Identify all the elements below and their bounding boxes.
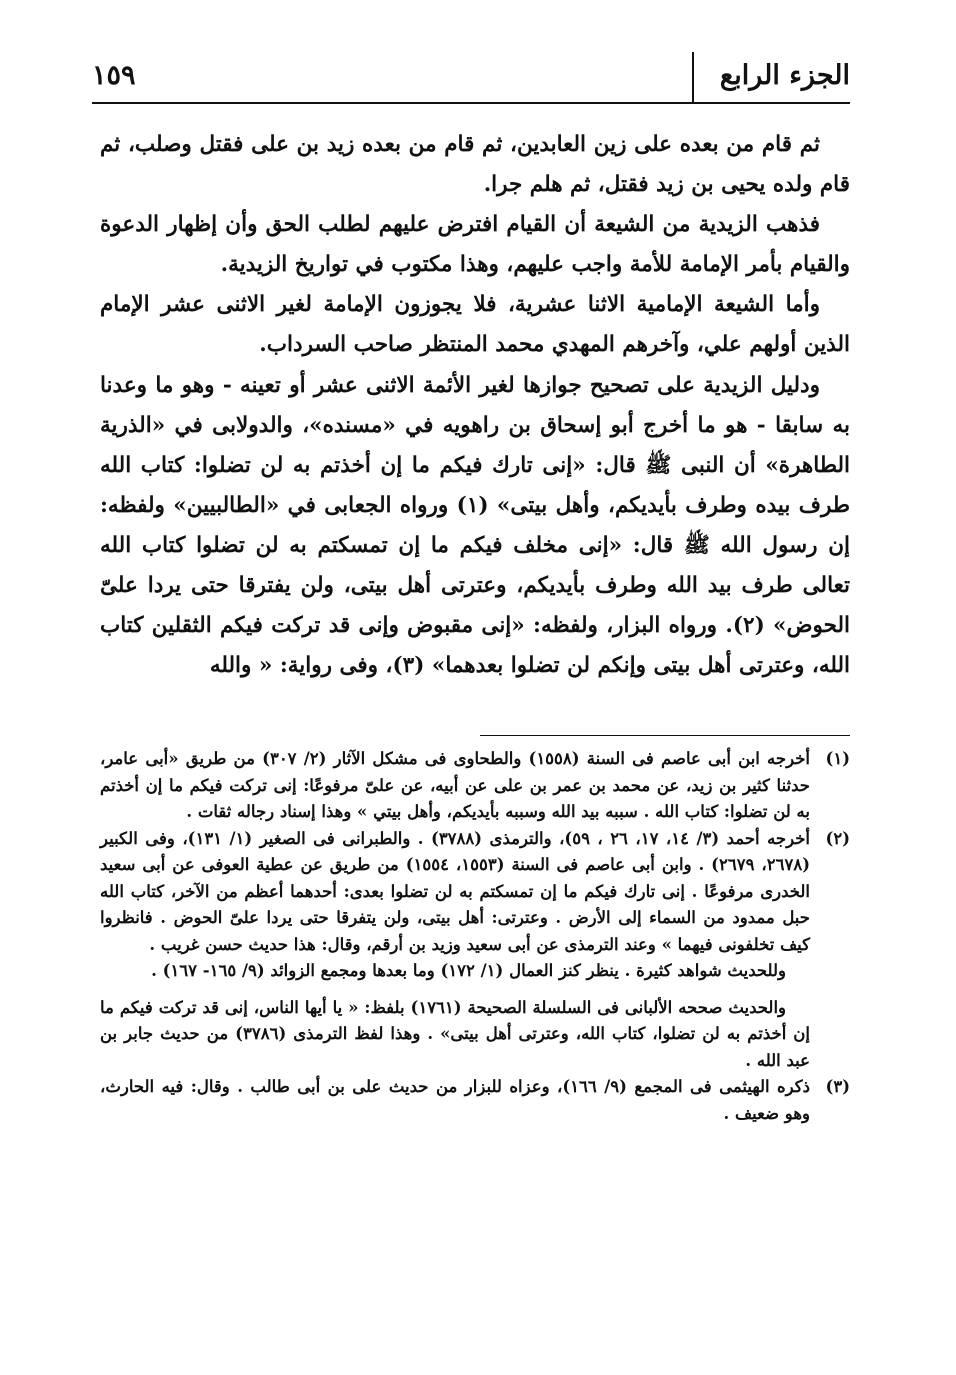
footnote-number: (١): [825, 749, 850, 768]
body-paragraph: ثم قام من بعده على زين العابدين، ثم قام من بعده زيد بن على فقتل وصلب، ثم قام ولده يحيى بن زيد فقتل، ثم هلم جرا.: [100, 132, 850, 198]
footnote-text: والحديث صححه الألبانى فى السلسلة الصحيحة (١٧٦١) بلفظ: « يا أيها الناس، إنى قد تركت فيكم ما إن أخذتم به لن تضلوا، كتاب الله، وعترتى أهل بيتى» . وهذا لفظ الترمذى (٣٧٨٦) من حديث جابر بن عبد الله .: [100, 997, 810, 1070]
footnote-text: أخرجه أحمد (٣/ ١٤، ١٧، ٢٦ ، ٥٩)، والترمذى (٣٧٨٨) . والطبرانى فى الصغير (١/ ١٣١)، وفى الكبير (٢٦٧٨، ٢٦٧٩) . وابن أبى عاصم فى السنة (١٥٥٣، ١٥٥٤) من طريق عن عطية العوفى عن أبى سعيد الخدرى مرفوعًا . إنى تارك فيكم ما إن تمسكتم به لن تضلوا بعدى: أحدهما أعظم من الآخر، كتاب الله حبل ممدود من السماء إلى الأرض . وعترتى: أهل بيتى، ولن يتفرقا حتى يردا علىّ الحوض . فانظروا كيف تخلفونى فيهما » وعند الترمذى عن أبى سعيد وزيد بن أرقم، وقال: هذا حديث حسن غريب .: [100, 828, 811, 954]
main-text: [100, 125, 850, 686]
header-rule: [92, 102, 850, 104]
footnote-2: [100, 826, 850, 1075]
footnote-number: (٢): [825, 828, 850, 848]
footnotes: [100, 746, 850, 1127]
header-divider-tick: [692, 52, 694, 104]
footnote-text: وللحديث شواهد كثيرة . ينظر كنز العمال (١/ ١٧٢) وما بعدها ومجمع الزوائد (٩/ ١٦٥- ١٦٧) .: [151, 961, 786, 980]
footnote-gap: [100, 985, 810, 995]
footnote-text: أخرجه ابن أبى عاصم فى السنة (١٥٥٨) والطحاوى فى مشكل الآثار (٢/ ٣٠٧) من طريق «أبى عامر، حدثنا كثير بن زيد، عن محمد بن عمر بن على عن أبيه، عن علىّ مرفوعًا: إنى تركت فيكم ما إن أخذتم به لن تضلوا: كتاب الله . سببه بيد الله وسببه بأيديكم، وأهل بيتي » وهذا إسناد رجاله ثقات .: [100, 749, 810, 821]
footnote-separator: [480, 735, 850, 736]
footnote-text: ذكره الهيثمى فى المجمع (٩/ ١٦٦)، وعزاه للبزار من حديث على بن أبى طالب . وقال: فيه الحارث، وهو ضعيف .: [100, 1077, 810, 1123]
running-title: الجزء الرابع: [719, 60, 850, 91]
page-number: ١٥٩: [92, 60, 136, 91]
footnote-1: [100, 746, 850, 826]
body-paragraph: فذهب الزيدية من الشيعة أن القيام افترض عليهم لطلب الحق وأن إظهار الدعوة والقيام بأمر الإمامة للأمة واجب عليهم، وهذا مكتوب في تواريخ الزيدية.: [100, 212, 850, 278]
page-header: [92, 52, 850, 104]
footnote-3: [100, 1074, 850, 1127]
body-paragraph: وأما الشيعة الإمامية الاثنا عشرية، فلا يجوزون الإمامة لغير الاثنى عشر الإمام الذين أولهم علي، وآخرهم المهدي محمد المنتظر صاحب السرداب.: [100, 292, 850, 358]
footnote-number: (٣): [825, 1077, 850, 1096]
body-paragraph: ودليل الزيدية على تصحيح جوازها لغير الأئمة الاثنى عشر أو تعينه - وهو ما وعدنا به سابقا - هو ما أخرج أبو إسحاق بن راهويه في «مسنده»، والدولابى في «الذرية الطاهرة» أن النبى ﷺ قال: «إنى تارك فيكم ما إن أخذتم به لن تضلوا: كتاب الله طرف بيده وطرف بأيديكم، وأهل بيتى» (١) ورواه الجعابى في «الطالبيين» ولفظه: إن رسول الله ﷺ قال: «إنى مخلف فيكم ما إن تمسكتم به لن تضلوا كتاب الله تعالى طرف بيد الله وطرف بأيديكم، وعترتى أهل بيتى، ولن يفترقا حتى يردا علىّ الحوض» (٢). ورواه البزار، ولفظه: «إنى مقبوض وإنى قد تركت فيكم الثقلين كتاب الله، وعترتى أهل بيتى وإنكم لن تضلوا بعدهما» (٣)، وفى رواية: « والله: [100, 372, 851, 679]
